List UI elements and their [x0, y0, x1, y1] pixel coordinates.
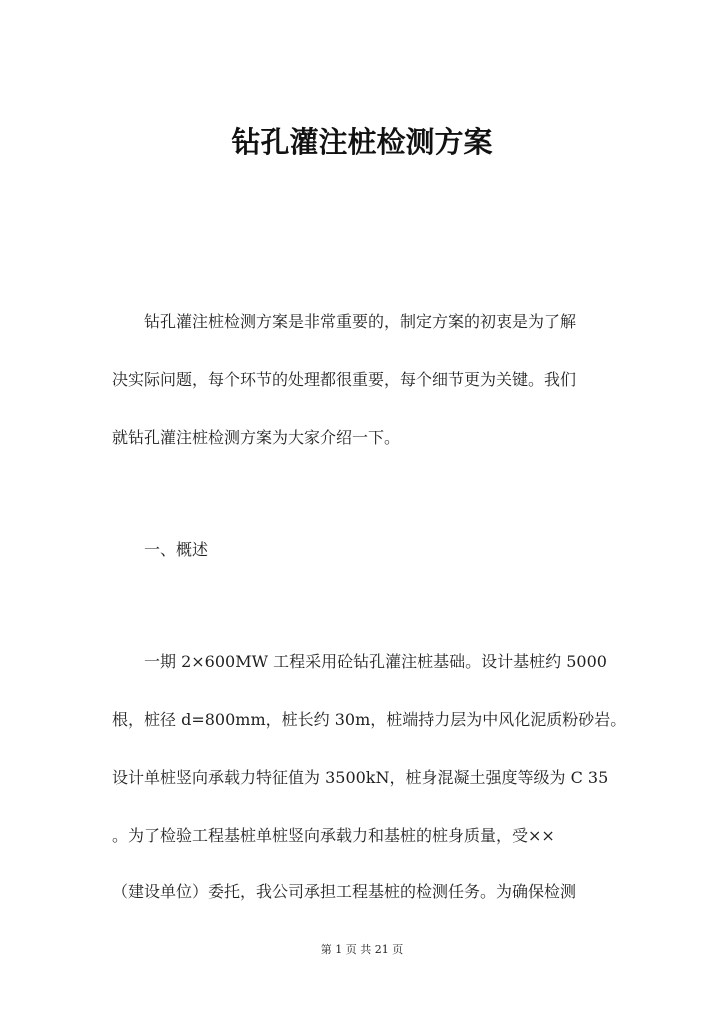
page-number-footer: 第 1 页 共 21 页	[320, 943, 404, 956]
paragraph-2-line-3: 设计单桩竖向承载力特征值为 3500kN，桩身混凝土强度等级为 C 35	[112, 768, 609, 787]
paragraph-1-line-1: 钻孔灌注桩检测方案是非常重要的，制定方案的初衷是为了解	[144, 312, 577, 331]
section-heading-overview: 一、概述	[144, 540, 209, 559]
paragraph-2-line-2: 根，桩径 d=800mm，桩长约 30m，桩端持力层为中风化泥质粉砂岩。	[112, 710, 627, 729]
paragraph-2-line-4: 。为了检验工程基桩单桩竖向承载力和基桩的桩身质量，受××	[112, 826, 555, 845]
paragraph-2-line-5: （建设单位）委托，我公司承担工程基桩的检测任务。为确保检测	[112, 882, 577, 901]
paragraph-2-line-1: 一期 2×600MW 工程采用砼钻孔灌注桩基础。设计基桩约 5000	[144, 652, 607, 671]
document-title: 钻孔灌注桩检测方案	[231, 125, 493, 159]
paragraph-1-line-2: 决实际问题，每个环节的处理都很重要，每个细节更为关键。我们	[112, 370, 577, 389]
paragraph-1-line-3: 就钻孔灌注桩检测方案为大家介绍一下。	[112, 428, 401, 447]
